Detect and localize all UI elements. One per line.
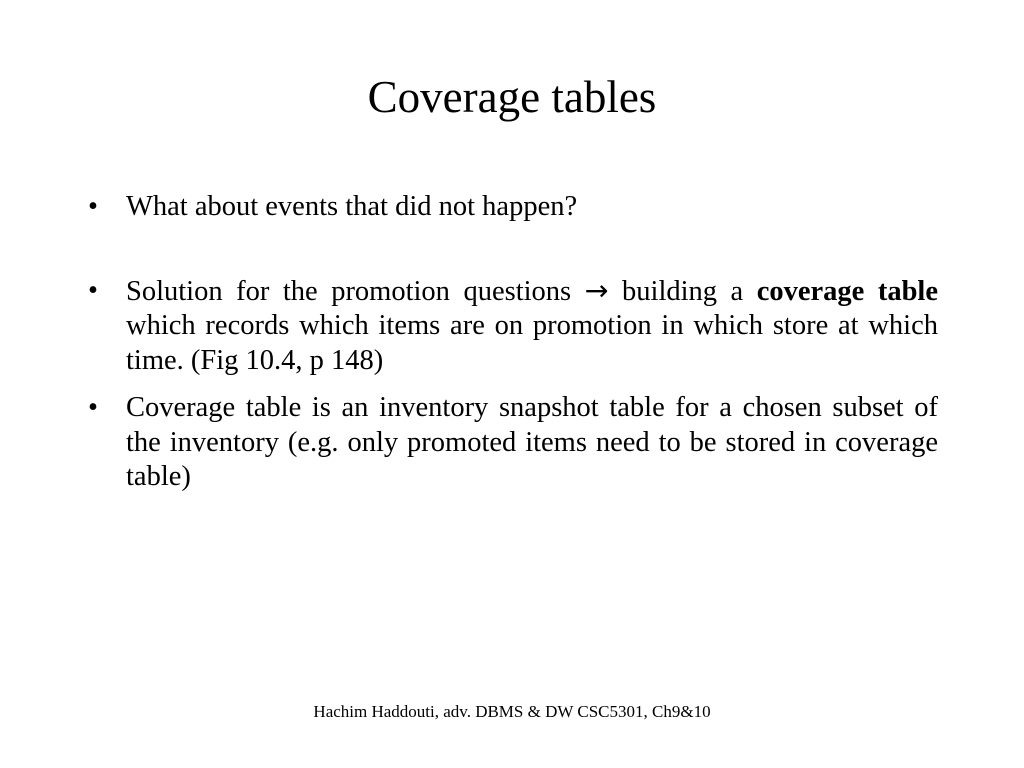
bullet-3-line-3: table) [126,461,191,492]
bullet-dot: • [88,191,98,222]
bullet-item-3 [88,391,938,495]
bullet-2-line-1-mid: building a [608,275,757,307]
coverage-table-bold-text: coverage table [756,275,939,307]
right-arrow-icon: → [584,273,609,307]
bullet-item-1 [88,190,938,225]
bullet-list [88,190,938,495]
bullet-3-line-1: Coverage table is an inventory snapshot table for a chosen subset of [126,392,938,423]
bullet-dot: • [88,274,98,306]
bullet-item-2 [88,274,938,379]
slide-title: Coverage tables [367,72,657,122]
bullet-2-text [126,274,938,379]
bullet-1-text [126,190,938,225]
bullet-2-line-1 [126,274,938,310]
bullet-1-line-1: What about events that did not happen? [126,191,578,222]
bullet-3-line-2: the inventory (e.g. only promoted items need to be stored in coverage [126,426,938,458]
bullet-2-line-2: which records which items are on promotion in which store at which [126,310,938,341]
footer-text: Hachim Haddouti, adv. DBMS & DW CSC5301, Ch9&10 [313,702,711,721]
bullet-3-text [126,391,938,495]
bullet-dot: • [88,392,98,423]
bullet-2-line-1-pre: Solution for the promotion questions [126,275,585,307]
bullet-2-line-3: time. (Fig 10.4, p 148) [126,344,384,376]
